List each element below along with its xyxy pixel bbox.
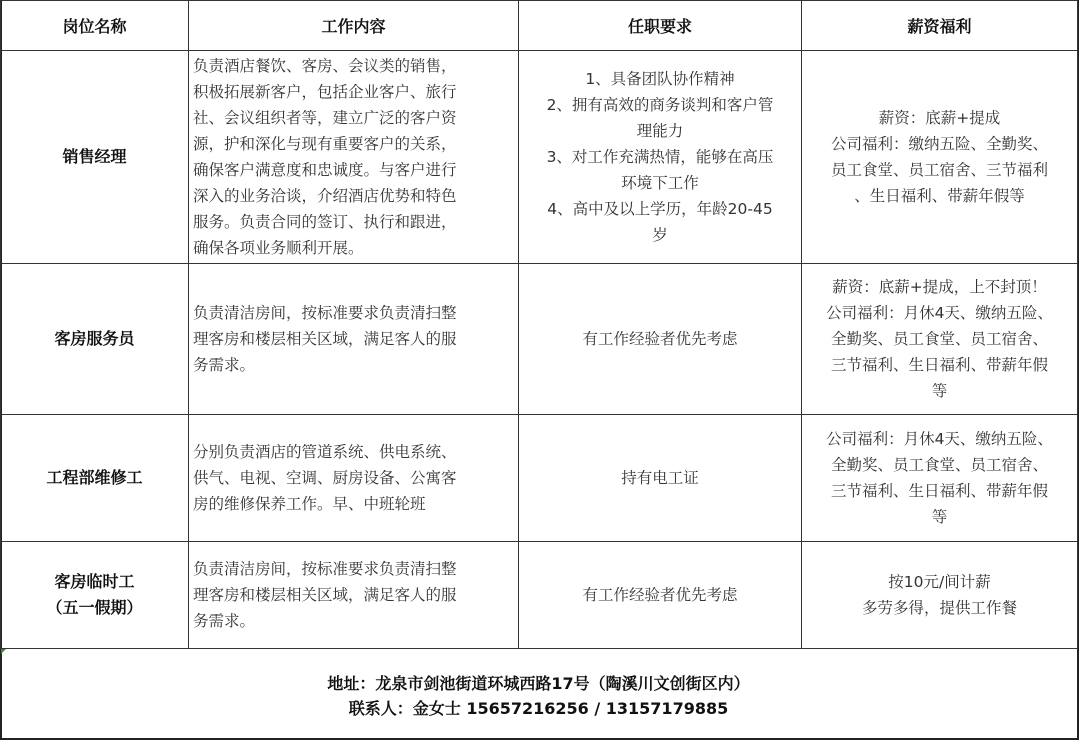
position-name: 客房服务员: [1, 264, 189, 415]
salary-benefits: 公司福利：月休4天、缴纳五险、 全勤奖、员工食堂、员工宿舍、 三节福利、生日福利、带薪年假 等: [802, 415, 1078, 542]
salary-benefits: 按10元/间计薪 多劳多得，提供工作餐: [802, 542, 1078, 649]
header-position: 岗位名称: [1, 1, 189, 51]
header-salary-benefits: 薪资福利: [802, 1, 1078, 51]
table-row: [1, 415, 1078, 542]
job-requirements: 1、具备团队协作精神 2、拥有高效的商务谈判和客户管 理能力 3、对工作充满热情，能够在高压 环境下工作 4、高中及以上学历，年龄20-45 岁: [519, 51, 802, 264]
salary-benefits: 薪资：底薪+提成，上不封顶！ 公司福利：月休4天、缴纳五险、 全勤奖、员工食堂、员工宿舍、 三节福利、生日福利、带薪年假 等: [802, 264, 1078, 415]
table-header-row: [1, 1, 1078, 51]
position-name: 工程部维修工: [1, 415, 189, 542]
job-content: 分别负责酒店的管道系统、供电系统、 供气、电视、空调、厨房设备、公寓客 房的维修保养工作。早、中班轮班: [189, 415, 519, 542]
job-content: 负责清洁房间，按标准要求负责清扫整 理客房和楼层相关区域，满足客人的服 务需求。: [189, 542, 519, 649]
table-row: [1, 542, 1078, 649]
job-requirements: 持有电工证: [519, 415, 802, 542]
job-requirements: 有工作经验者优先考虑: [519, 542, 802, 649]
table-row: [1, 264, 1078, 415]
header-job-content: 工作内容: [189, 1, 519, 51]
contact-text: 联系人：金女士 15657216256 / 13157179885: [348, 699, 729, 718]
job-content: 负责清洁房间，按标准要求负责清扫整 理客房和楼层相关区域，满足客人的服 务需求。: [189, 264, 519, 415]
address-text: 地址：龙泉市剑池街道环城西路17号（陶溪川文创街区内）: [327, 674, 750, 693]
job-content: 负责酒店餐饮、客房、会议类的销售， 积极拓展新客户，包括企业客户、旅行 社、会议组织者等，建立广泛的客户资 源，护和深化与现有重要客户的关系， 确保客户满意度和忠诚度。与客户进行 深入的业务洽谈，介绍酒店优势和特色 服务。负责合同的签订、执行和跟进， 确保各项业务顺利开展。: [189, 51, 519, 264]
position-name: 客房临时工 （五一假期）: [1, 542, 189, 649]
salary-benefits: 薪资：底薪+提成 公司福利：缴纳五险、全勤奖、 员工食堂、员工宿舍、三节福利 、生日福利、带薪年假等: [802, 51, 1078, 264]
header-requirements: 任职要求: [519, 1, 802, 51]
job-requirements: 有工作经验者优先考虑: [519, 264, 802, 415]
table-row: [1, 51, 1078, 264]
contact-footer: [0, 648, 1077, 739]
position-name: 销售经理: [1, 51, 189, 264]
